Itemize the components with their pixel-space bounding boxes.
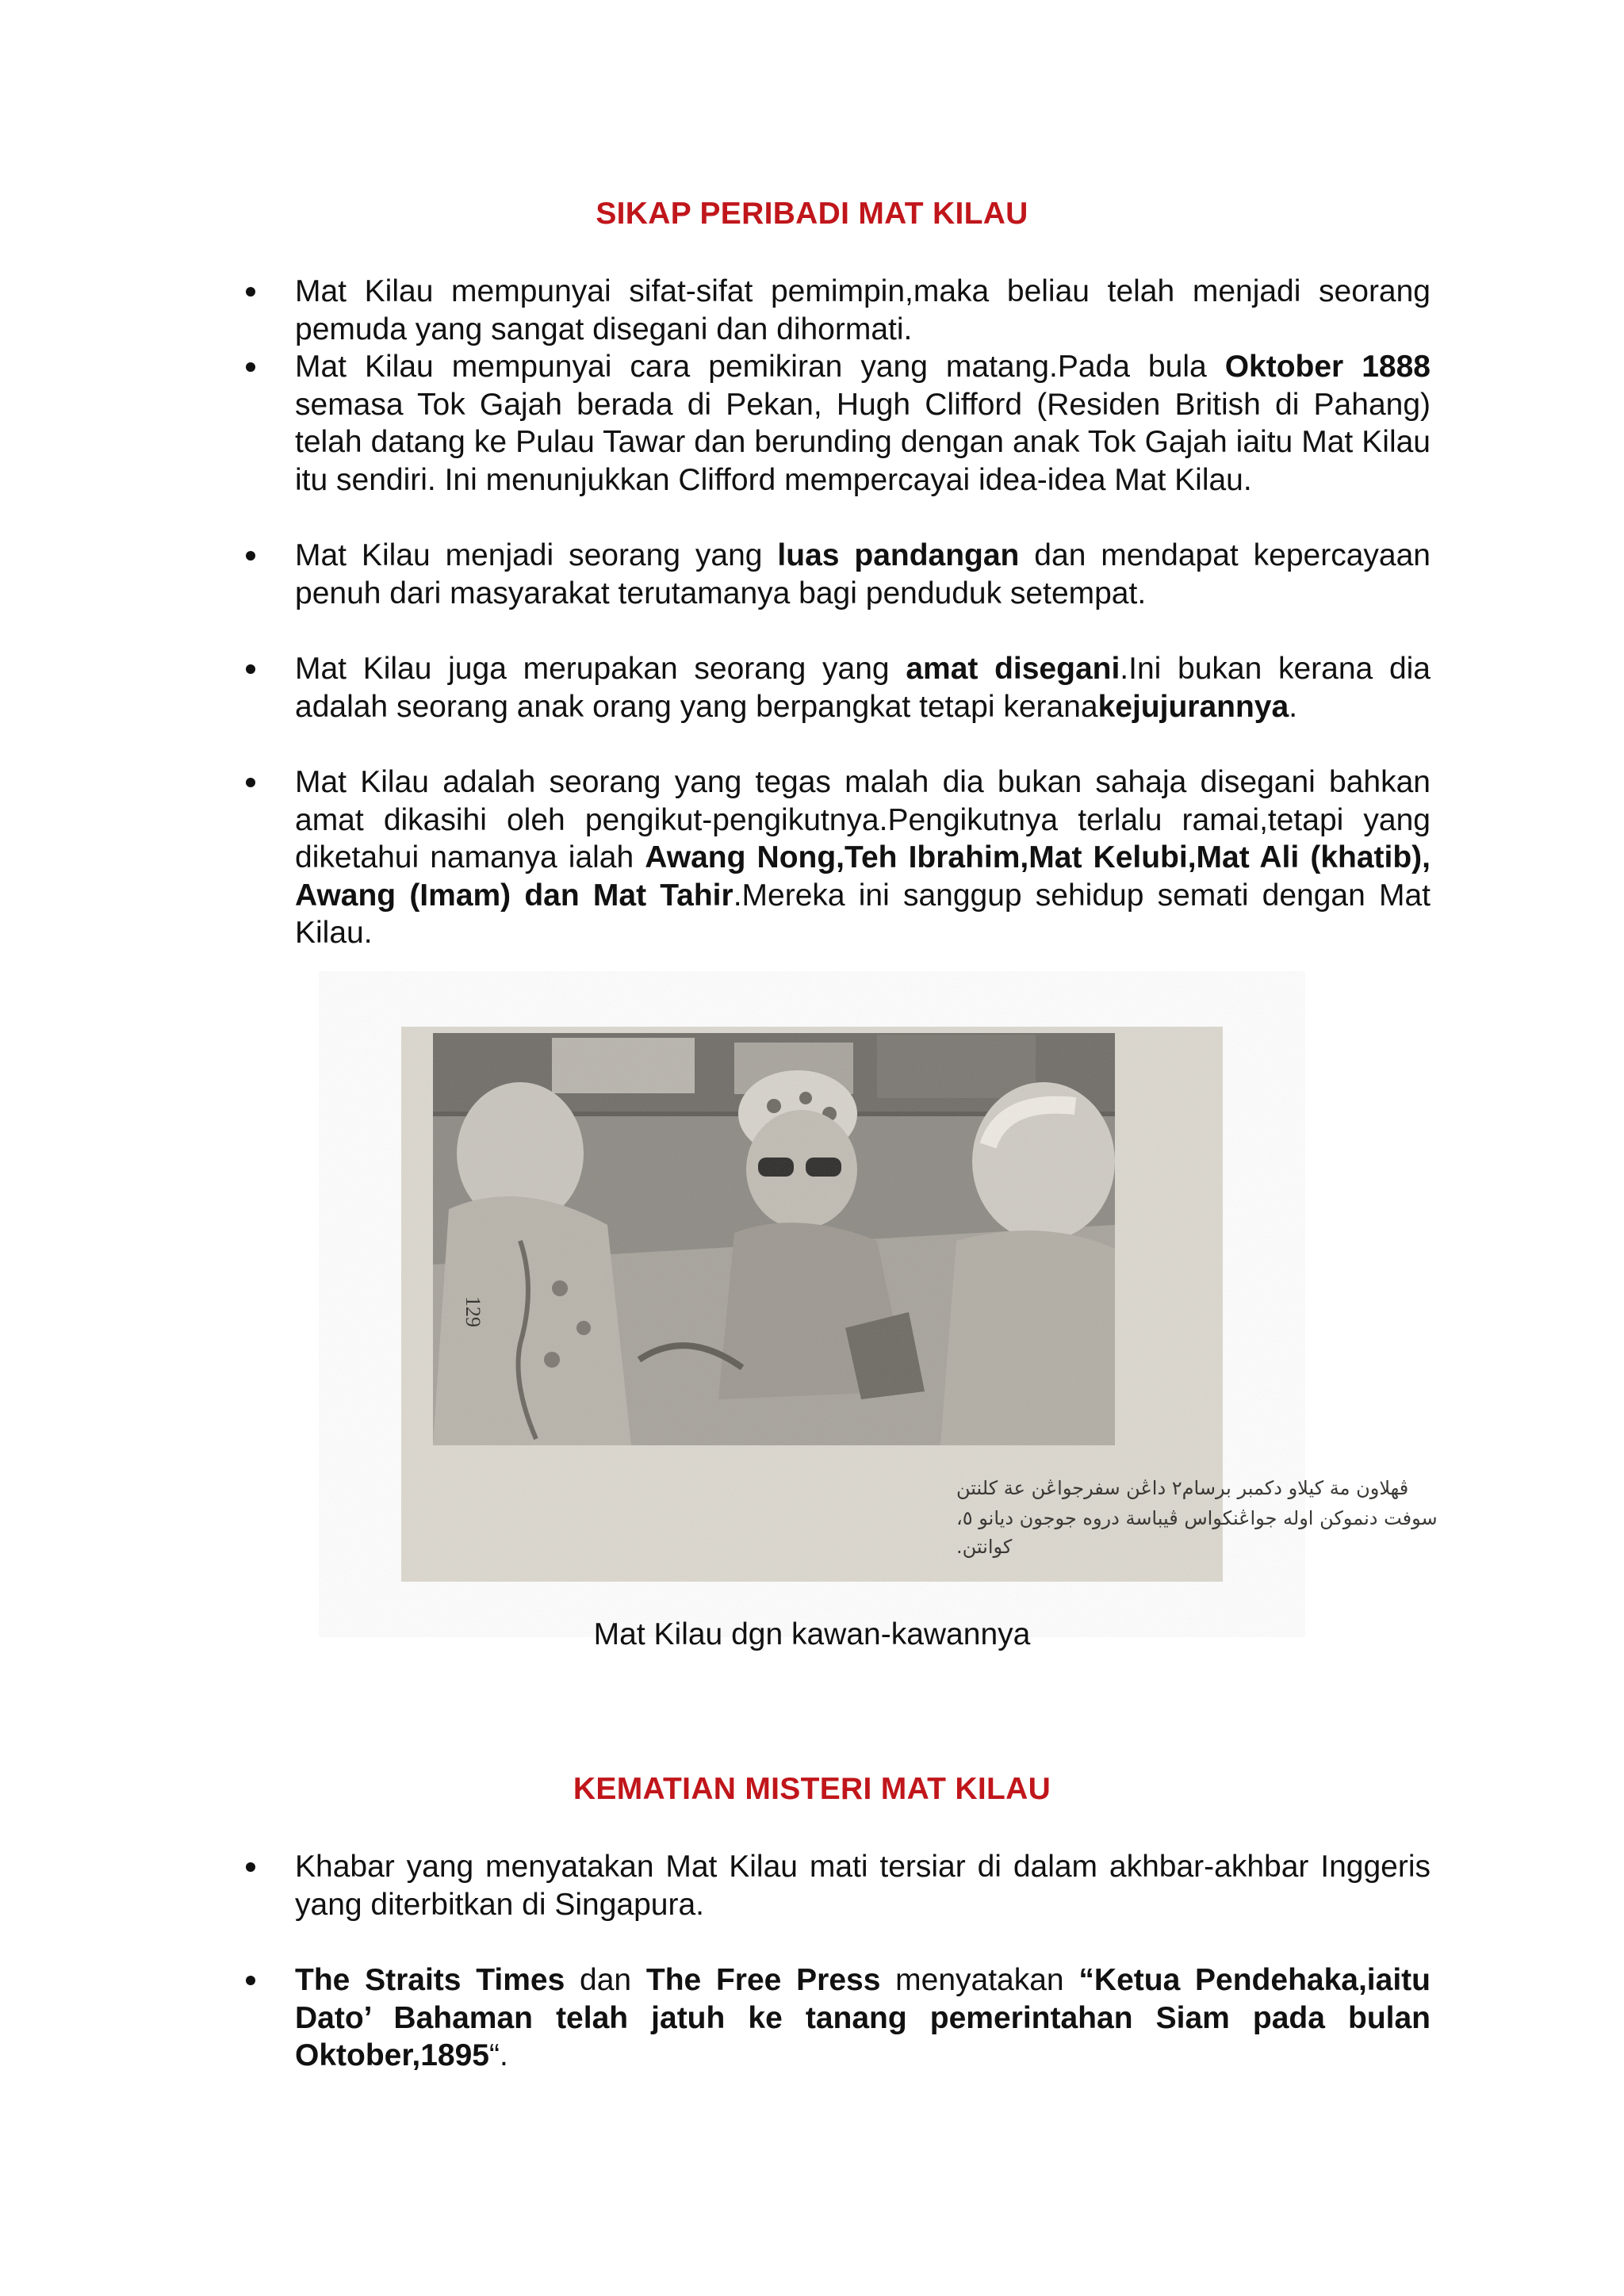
item-text: Mat Kilau mempunyai cara pemikiran yang matang.Pada bula [295, 350, 1225, 384]
item-text: dan [565, 1963, 646, 1997]
bullet-icon [246, 551, 255, 561]
sikap-list [238, 273, 1431, 952]
photo-caption: Mat Kilau dgn kawan-kawannya [593, 1617, 1031, 1651]
item-bold-text: “Ketua Pendehaka,iaitu Dato’ Bahaman telah jatuh ke tanang pemerintahan Siam pada bulan Oktober,1895 [295, 1963, 1431, 2072]
list-item [238, 1848, 1431, 1923]
item-text: menyatakan [880, 1963, 1079, 1997]
list-item [238, 763, 1431, 952]
item-text: Mat Kilau adalah seorang yang tegas malah dia bukan sahaja disegani bahkan amat dikasihi oleh pengikut-pengikutnya.Pengikutnya terlalu ramai,tetapi yang diketahui namanya ialah [295, 765, 1431, 874]
list-item [238, 348, 1431, 499]
bullet-icon [246, 1862, 255, 1872]
list-item [238, 1961, 1431, 2075]
list-item [238, 537, 1431, 612]
photo-jawi-caption-line3: كوانتن. [956, 1536, 1013, 1558]
bullet-icon [246, 287, 255, 297]
item-bold-text: Oktober 1888 [1224, 350, 1431, 384]
item-text: .Mereka ini sanggup sehidup semati dengan Mat Kilau. [295, 878, 1431, 950]
list-item [238, 273, 1431, 348]
bullet-icon [246, 362, 255, 372]
item-text: Mat Kilau mempunyai sifat-sifat pemimpin,maka beliau telah menjadi seorang pemuda yang sangat disegani dan dihormati. [295, 274, 1431, 346]
list-item [238, 650, 1431, 725]
section-title-kematian-misteri: KEMATIAN MISTERI MAT KILAU [573, 1772, 1051, 1806]
photo-page-number: 129 [462, 1296, 485, 1327]
item-text: semasa Tok Gajah berada di Pekan, Hugh Clifford (Residen British di Pahang) telah datang ke Pulau Tawar dan berunding dengan anak Tok Gajah iaitu Mat Kilau itu sendiri. Ini menunjukkan Clifford mempercayai idea-idea Mat Kilau. [295, 387, 1431, 497]
bullet-icon [246, 1976, 255, 1985]
item-text: .Ini bukan kerana dia adalah seorang anak orang yang berpangkat tetapi kerana [295, 652, 1431, 724]
item-text: dan mendapat kepercayaan penuh dari masyarakat terutamanya bagi penduduk setempat. [295, 538, 1431, 610]
item-bold-text: kejujurannya [1097, 689, 1289, 724]
item-text: Mat Kilau menjadi seorang yang [295, 538, 778, 572]
item-bold-text: luas pandangan [777, 538, 1020, 572]
item-bold-text: Awang Nong,Teh Ibrahim,Mat Kelubi,Mat Ali (khatib), Awang (Imam) dan Mat Tahir [295, 840, 1431, 913]
item-bold-text: The Free Press [645, 1963, 881, 1997]
kematian-list [238, 1848, 1431, 2075]
item-bold-text: amat disegani [906, 652, 1120, 686]
photo-jawi-caption-line1: ڤهلاون مة كيلاو دكمبر برسام٢ داڠن سفرجواڠن عة كلنتن [956, 1477, 1409, 1499]
item-text: Khabar yang menyatakan Mat Kilau mati tersiar di dalam akhbar-akhbar Inggeris yang diterbitkan di Singapura. [295, 1850, 1431, 1922]
photo-image [401, 1027, 1438, 1582]
item-text: . [1289, 689, 1298, 724]
bullet-icon [246, 664, 255, 674]
bullet-icon [246, 778, 255, 787]
historical-photo [401, 1027, 1438, 1582]
photo-jawi-caption-line2: سوفت دنموكن اوله جواڠنكواس ڤيباسة دروه جوجون ديانو ٥، [956, 1507, 1438, 1529]
section-title-sikap-peribadi: SIKAP PERIBADI MAT KILAU [596, 197, 1028, 231]
item-bold-text: The Straits Times [295, 1963, 565, 1997]
item-text: “. [488, 2038, 508, 2072]
item-text: Mat Kilau juga merupakan seorang yang [295, 652, 906, 686]
